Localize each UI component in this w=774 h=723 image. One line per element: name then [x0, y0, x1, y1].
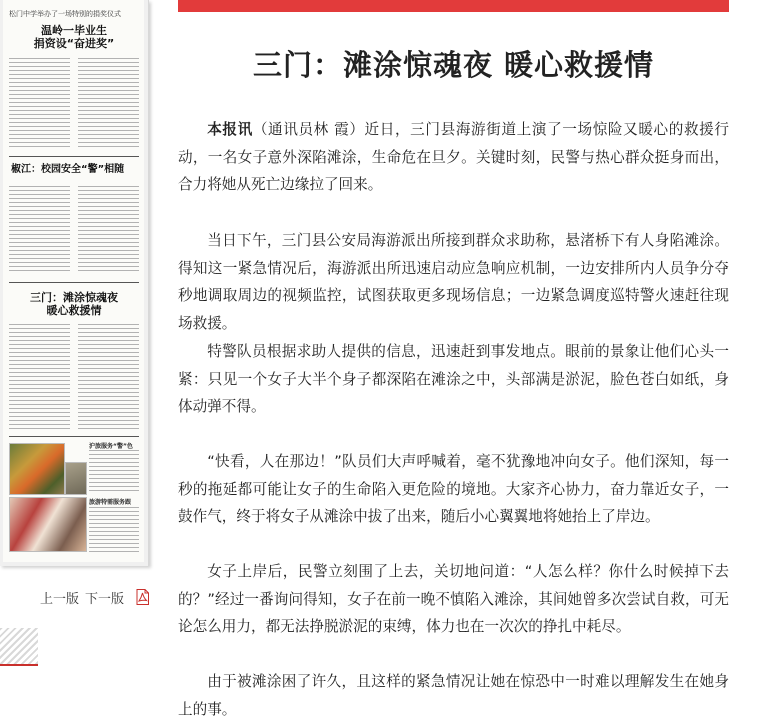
story4-photo-small [65, 462, 87, 495]
story2-text-col1 [9, 186, 70, 274]
divider [9, 156, 139, 157]
story4-headline[interactable]: 沪旅服务“警”色 [89, 443, 133, 450]
article-paragraph-1 [178, 116, 729, 199]
page-navigation [40, 587, 149, 607]
article-paragraph-5: 女子上岸后，民警立刻围了上去，关切地问道：“人怎么样？你什么时候掉下去的？”经过一番询问得知，女子在前一晚不慎陷入滩涂，其间她曾多次尝试自救，可无论怎么用力，都无法挣脱淤泥的束缚，体力也在一次次的挣扎中耗尽。 [178, 563, 729, 635]
pdf-icon[interactable] [136, 589, 149, 605]
article-lead-label: 本报讯 [207, 121, 253, 138]
story5-photo [9, 497, 87, 552]
story3-headline-line2[interactable]: 暖心救援情 [46, 304, 102, 317]
story1-text-col2 [78, 58, 139, 148]
story1-kicker: 松门中学举办了一场特别的捐奖仪式 [9, 10, 121, 18]
story5-headline[interactable]: 旅游特需服务跟 [89, 499, 132, 506]
story5-text [89, 507, 139, 553]
story3-headline-line1[interactable]: 三门：滩涂惊魂夜 [30, 291, 118, 304]
prev-page-link[interactable]: 上一版 [40, 591, 80, 607]
article-paragraph-1-text: （通讯员林 霞）近日，三门县海游街道上演了一场惊险又暖心的救援行动，一名女子意外深陷滩涂，生命危在旦夕。关键时刻，民警与热心群众挺身而出，合力将她从死亡边缘拉了回来。 [178, 121, 729, 193]
divider [9, 282, 139, 283]
story1-headline-line2[interactable]: 捐资设“奋进奖” [33, 37, 115, 50]
article [178, 40, 729, 718]
story4-photo [9, 443, 65, 495]
next-page-link[interactable]: 下一版 [85, 591, 125, 607]
story2-headline[interactable]: 椒江：校园安全“警”相随 [11, 164, 125, 175]
story1-text-col1 [9, 58, 70, 148]
article-paragraph-4: “快看，人在那边！”队员们大声呼喊着，毫不犹豫地冲向女子。他们深知，每一秒的拖延都可能让女子的生命陷入更危险的境地。大家齐心协力，奋力靠近女子，一鼓作气，终于将女子从滩涂中拔了出来，随后小心翼翼地将她抬上了岸边。 [178, 453, 729, 525]
corner-decoration [0, 628, 38, 666]
page-header-bar [178, 0, 729, 12]
article-title: 三门：滩涂惊魂夜 暖心救援情 [252, 48, 655, 82]
story1-headline-line1[interactable]: 温岭一毕业生 [41, 24, 107, 37]
corner-accent-line [0, 664, 38, 666]
article-paragraph-2: 当日下午，三门县公安局海游派出所接到群众求助称，悬渚桥下有人身陷滩涂。得知这一紧急情况后，海游派出所迅速启动应急响应机制，一边安排所内人员争分夺秒地调取周边的视频监控，试图获取更多现场信息；一边紧急调度巡特警火速赶往现场救援。 [178, 232, 729, 332]
newspaper-page-thumbnail[interactable] [0, 0, 149, 566]
story3-text-col2 [78, 324, 139, 430]
story3-text-col1 [9, 324, 70, 430]
story4-text [89, 450, 139, 492]
article-paragraph-6: 由于被滩涂困了许久，且这样的紧急情况让她在惊恐中一时难以理解发生在她身上的事。 [178, 673, 729, 718]
article-paragraph-3: 特警队员根据求助人提供的信息，迅速赶到事发地点。眼前的景象让他们心头一紧：只见一个女子大半个身子都深陷在滩涂之中，头部满是淤泥，脸色苍白如纸，身体动弹不得。 [178, 343, 729, 415]
newspaper-page [3, 0, 144, 562]
header-bar-highlight [738, 0, 774, 4]
divider [9, 436, 139, 437]
story2-text-col2 [78, 186, 139, 274]
